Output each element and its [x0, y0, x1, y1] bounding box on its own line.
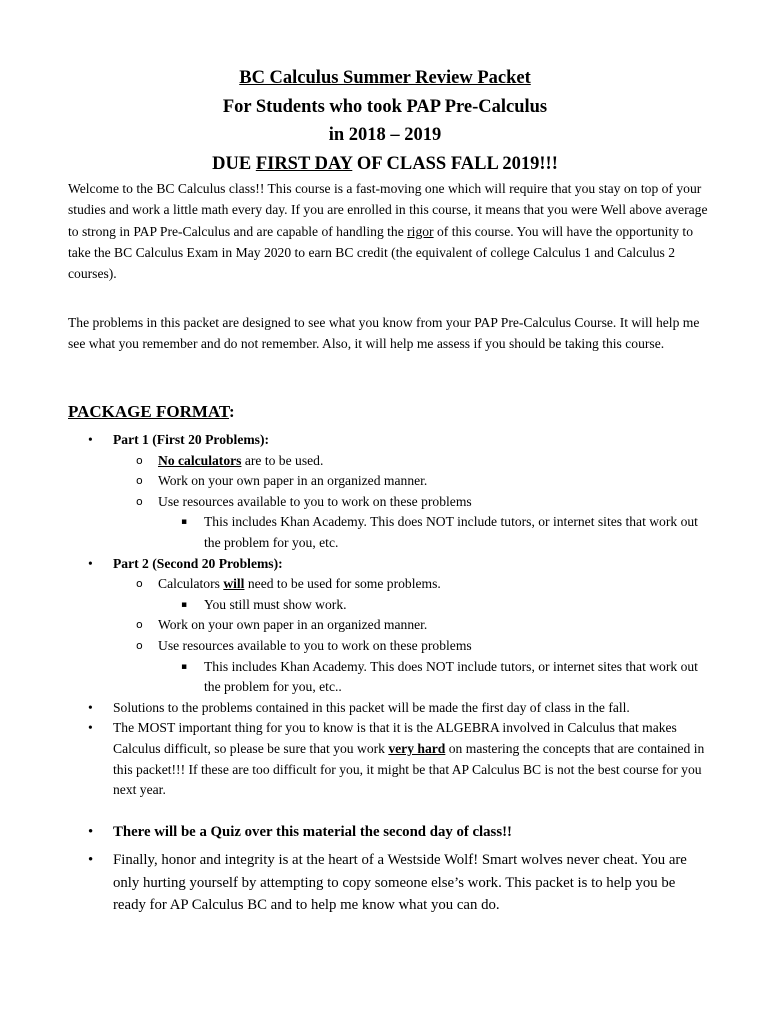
list-item-part1: [0, 430, 770, 451]
circle-bullet-icon: o: [136, 474, 143, 488]
important-post: on mastering the concepts that are contained in this packet!!! If these are too difficult for you, it might be that AP Calculus BC is not the best course for you next year.: [113, 740, 705, 798]
part2-item1: [158, 574, 708, 595]
bullet-icon: •: [88, 555, 93, 571]
list-item-own-paper: [0, 471, 770, 492]
format-list: [0, 430, 770, 801]
quiz-list: [0, 821, 770, 843]
due-underlined: FIRST DAY: [255, 153, 353, 174]
list-item-khan-academy-2: [0, 657, 770, 698]
part2-item1-rest: need to be used for some problems.: [244, 576, 441, 592]
package-format-title: PACKAGE FORMAT: [68, 402, 230, 421]
title-line-1: [0, 64, 770, 93]
list-item-resources-2: [0, 636, 770, 657]
part2-item3-sub: This includes Khan Academy. This does NOT include tutors, or internet sites that work out the problem for you, etc..: [204, 658, 698, 695]
square-bullet-icon: ▪: [181, 517, 188, 528]
title-line-2: For Students who took PAP Pre-Calculus: [222, 96, 548, 117]
part1-item2: Work on your own paper in an organized manner.: [158, 473, 428, 489]
bullet-icon: •: [88, 720, 93, 736]
bullet-icon: •: [88, 824, 94, 840]
due-prefix: DUE: [212, 153, 256, 174]
bullet-icon: •: [88, 432, 93, 447]
square-bullet-icon: ▪: [181, 599, 188, 610]
part2-item3: Use resources available to you to work on these problems: [158, 637, 472, 653]
bullet-icon: •: [88, 699, 93, 715]
list-item-finally: [0, 849, 770, 917]
part1-item3: Use resources available to you to work on these problems: [158, 493, 472, 509]
circle-bullet-icon: o: [136, 494, 143, 508]
part2-label: Part 2 (Second 20 Problems):: [113, 555, 283, 571]
welcome-text-after: of this course. You will have the opportunity to take the BC Calculus Exam in May 2020 to earn BC credit (the equivalent of college Calculus 1 and Calculus 2 courses).: [68, 223, 693, 282]
part1-item3-sub: This includes Khan Academy. This does NOT include tutors, or internet sites that work out the problem for you, etc.: [204, 514, 698, 550]
part2-item2: Work on your own paper in an organized manner.: [158, 617, 428, 633]
circle-bullet-icon: o: [136, 638, 143, 652]
list-item-quiz: [0, 821, 770, 843]
problems-paragraph: The problems in this packet are designed to see what you know from your PAP Pre-Calculus Course. It will help me see what you remember and do not remember. Also, it will help me assess if you should be taking this course.: [68, 315, 700, 352]
important-text: [113, 718, 708, 800]
document-header: [0, 64, 770, 178]
final-list: [0, 849, 770, 917]
list-item-resources: [0, 492, 770, 513]
important-pre: The MOST important thing for you to know is that it is the ALGEBRA involved in Calculus that makes Calculus difficult, so please be sure that you work: [113, 720, 677, 756]
circle-bullet-icon: o: [136, 453, 143, 467]
square-bullet-icon: ▪: [181, 661, 188, 672]
list-item-own-paper-2: [0, 615, 770, 636]
list-item-khan-academy: [0, 512, 770, 553]
due-suffix: OF CLASS FALL 2019!!!: [352, 153, 558, 174]
quiz-text: There will be a Quiz over this material the second day of class!!: [113, 824, 512, 840]
finally-text: Finally, honor and integrity is at the heart of a Westside Wolf! Smart wolves never cheat. You are only hurting yourself by attempting to copy someone else’s work. This packet is to help you be ready for AP Calculus BC and to help me know what you can do.: [113, 852, 687, 913]
part1-item1: [158, 451, 708, 472]
list-item-show-work: [0, 595, 770, 616]
package-format-heading: [68, 402, 235, 422]
solutions-text: Solutions to the problems contained in this packet will be made the first day of class in the fall.: [113, 699, 630, 715]
no-calculators-text: No calculators: [158, 452, 242, 468]
list-item-solutions: [0, 698, 770, 719]
will-text: will: [223, 576, 245, 592]
list-item-important: [0, 718, 770, 800]
list-item-calculators-will: [0, 574, 770, 595]
list-item-part2: [0, 554, 770, 575]
welcome-paragraph: [68, 178, 708, 284]
heading-colon: :: [229, 402, 235, 421]
part2-item1-sub: You still must show work.: [204, 596, 347, 612]
very-hard-text: very hard: [388, 740, 446, 756]
circle-bullet-icon: o: [136, 577, 143, 591]
rigor-word: rigor: [407, 223, 434, 239]
due-line: [0, 150, 770, 179]
title-text: BC Calculus Summer Review Packet: [239, 68, 531, 88]
part1-label: Part 1 (First 20 Problems):: [113, 432, 270, 447]
welcome-text-before: Welcome to the BC Calculus class!! This course is a fast-moving one which will require that you stay on top of your studies and work a little math every day. If you are enrolled in this course, it means that you were Well above average to strong in PAP Pre-Calculus and are capable of handling the: [68, 181, 708, 239]
list-item-no-calculators: [0, 451, 770, 472]
part1-item1-rest: are to be used.: [241, 452, 324, 468]
circle-bullet-icon: o: [136, 618, 143, 632]
part2-item1-pre: Calculators: [158, 576, 224, 592]
title-line-3: in 2018 – 2019: [328, 125, 442, 145]
bullet-icon: •: [88, 852, 94, 868]
